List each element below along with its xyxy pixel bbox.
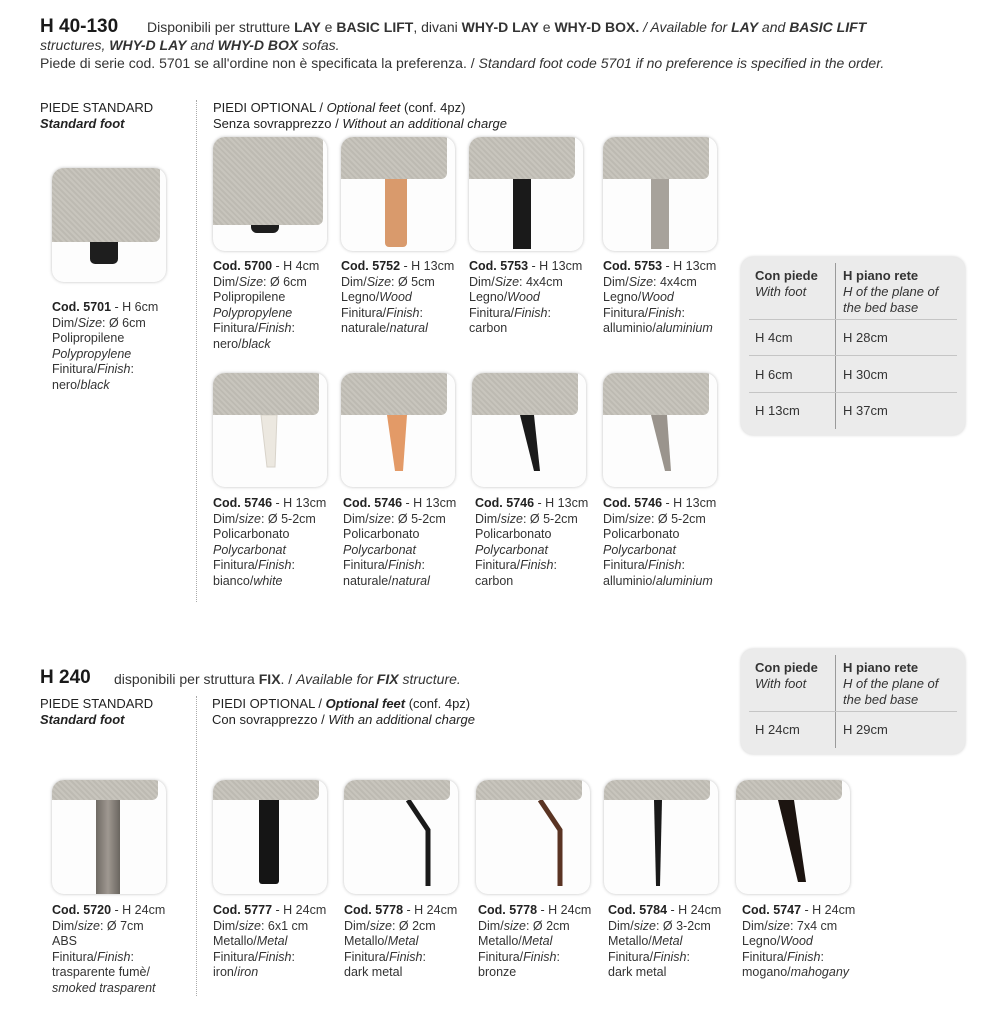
foot-5720-description: Cod. 5720 - H 24cm Dim/size: Ø 7cm ABS Finitura/Finish: trasparente fumè/ smoked trasparent [52,903,166,995]
header-line-2: structures, WHY-D LAY and WHY-D BOX sofas. [40,37,340,53]
tapered-leg-carbon-icon [516,415,556,487]
foot-5752-image [341,137,455,251]
section2-divider [196,696,197,996]
foot-5753-carbon-description: Cod. 5753 - H 13cm Dim/Size: 4x4cm Legno/Wood Finitura/Finish: carbon [469,259,583,336]
tapered-leg-aluminium-icon [647,415,687,487]
bent-leg-bronze-icon [536,800,576,894]
foot-5700-description: Cod. 5700 - H 4cm Dim/Size: Ø 6cm Polipropilene Polypropylene Finitura/Finish: nero/black [213,259,320,351]
foot-5777-image [213,780,327,894]
foot-5753-aluminium-description: Cod. 5753 - H 13cm Dim/Size: 4x4cm Legno/Wood Finitura/Finish: alluminio/aluminium [603,259,717,336]
optional-feet-heading: PIEDI OPTIONAL / Optional feet (conf. 4pz) Senza sovrapprezzo / Without an additional charge [213,100,508,131]
foot-5753-aluminium-image [603,137,717,251]
foot-5778-bronze-image [476,780,590,894]
foot-5746-natural-image [341,373,455,487]
tapered-leg-white-icon [253,415,293,487]
thin-tapered-leg-icon [650,800,670,894]
optional-feet-heading-2: PIEDI OPTIONAL / Optional feet (conf. 4pz) Con sovrapprezzo / With an additional charge [212,696,475,727]
tapered-leg-natural-icon [381,415,421,487]
foot-5746-white-description: Cod. 5746 - H 13cm Dim/size: Ø 5-2cm Policarbonato Polycarbonat Finitura/Finish: bianco/white [213,496,327,588]
foot-5778-dark-image [344,780,458,894]
foot-5746-natural-description: Cod. 5746 - H 13cm Dim/size: Ø 5-2cm Policarbonato Polycarbonat Finitura/Finish: naturale/natural [343,496,457,588]
foot-5753-carbon-image [469,137,583,251]
header-line-1: Disponibili per strutture LAY e BASIC LIFT, divani WHY-D LAY e WHY-D BOX. / Available for LAY and BASIC LIFT [147,19,867,35]
foot-5778-dark-description: Cod. 5778 - H 24cm Dim/size: Ø 2cm Metallo/Metal Finitura/Finish: dark metal [344,903,458,980]
standard-foot-heading-2: PIEDE STANDARD Standard foot [40,696,154,727]
foot-5752-description: Cod. 5752 - H 13cm Dim/Size: Ø 5cm Legno/Wood Finitura/Finish: naturale/natural [341,259,455,336]
model-title-h240: H 240 [40,667,91,688]
foot-5747-image [736,780,850,894]
model-title: H 40-130 [40,16,119,37]
height-table-1: Con piede With foot H piano rete H of the plane of the bed base H 4cm H 28cm H 6cm H 30cm H 13cm H 37cm [741,257,965,435]
header-line-3: Piede di serie cod. 5701 se all'ordine non è specificata la preferenza. / Standard foot code 5701 if no preference is specified in the order. [40,55,885,71]
foot-5700-image [213,137,327,251]
foot-5746-aluminium-description: Cod. 5746 - H 13cm Dim/size: Ø 5-2cm Policarbonato Polycarbonat Finitura/Finish: alluminio/aluminium [603,496,717,588]
section1-divider [196,100,197,602]
foot-5746-carbon-image [472,373,586,487]
standard-foot-heading: PIEDE STANDARD Standard foot [40,100,154,131]
foot-5746-white-image [213,373,327,487]
foot-5746-aluminium-image [603,373,717,487]
foot-5701-image [52,168,166,282]
foot-5778-bronze-description: Cod. 5778 - H 24cm Dim/size: Ø 2cm Metallo/Metal Finitura/Finish: bronze [478,903,592,980]
foot-5747-description: Cod. 5747 - H 24cm Dim/size: 7x4 cm Legno/Wood Finitura/Finish: mogano/mahogany [742,903,856,980]
foot-5784-description: Cod. 5784 - H 24cm Dim/size: Ø 3-2cm Metallo/Metal Finitura/Finish: dark metal [608,903,722,980]
foot-5720-image [52,780,166,894]
foot-5701-description: Cod. 5701 - H 6cm Dim/Size: Ø 6cm Polipropilene Polypropylene Finitura/Finish: nero/black [52,300,159,392]
angled-leg-mahogany-icon [776,800,816,894]
bent-leg-dark-icon [404,800,444,894]
height-table-2: Con piede With foot H piano rete H of the plane of the bed base H 24cm H 29cm [741,649,965,754]
foot-5784-image [604,780,718,894]
h240-availability: disponibili per struttura FIX. / Available for FIX structure. [114,671,461,687]
foot-5746-carbon-description: Cod. 5746 - H 13cm Dim/size: Ø 5-2cm Policarbonato Polycarbonat Finitura/Finish: carbon [475,496,589,588]
foot-5777-description: Cod. 5777 - H 24cm Dim/size: 6x1 cm Metallo/Metal Finitura/Finish: iron/iron [213,903,327,980]
